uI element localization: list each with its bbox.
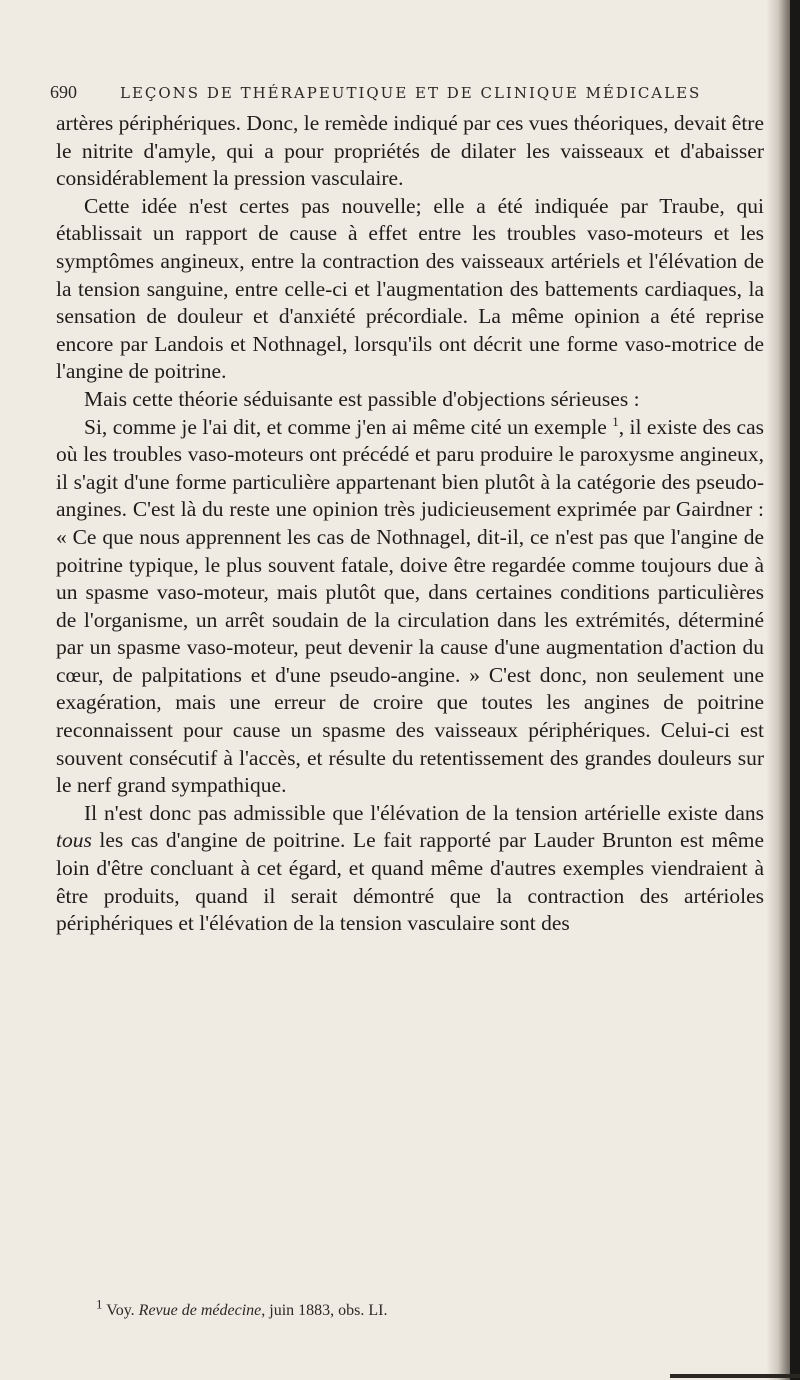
body-text — [56, 110, 764, 938]
footnote — [96, 1296, 388, 1320]
paragraph-5 — [56, 800, 764, 938]
running-title: LEÇONS DE THÉRAPEUTIQUE ET DE CLINIQUE MÉDICALES — [120, 84, 702, 102]
footnote-source: Revue de médecine — [138, 1302, 262, 1319]
paragraph-4-rest: , il existe des cas où les troubles vaso-moteurs ont précédé et paru produire le paroxysme angineux, il s'agit d'une forme particulière appartenant bien plutôt à la catégorie des pseudo-angines. C'est là du reste une opinion très judicieusement exprimée par Gairdner : « Ce que nous apprennent les cas de Nothnagel, dit-il, ce n'est pas que l'angine de poitrine typique, le plus souvent fatale, doive être regardée comme toujours due à un spasme vaso-moteur, mais plutôt que, dans certaines conditions particulières de l'organisme, un arrêt soudain de la circulation dans les extrémités, déterminé par un spasme vaso-moteur, peut devenir la cause d'une augmentation d'action du cœur, de palpitations et d'une pseudo-angine. » C'est donc, non seulement une exagération, mais une erreur de croire que toutes les angines de poitrine reconnaissent pour cause un spasme des vaisseaux périphériques. Celui-ci est souvent consécutif à l'accès, et résulte du retentissement des grandes douleurs sur le nerf grand sympathique. — [56, 414, 764, 798]
footnote-marker: 1 — [96, 1296, 103, 1312]
paragraph-4 — [56, 414, 764, 800]
emphasis-word: tous — [56, 828, 92, 853]
footnote-suffix: , juin 1883, obs. LI. — [261, 1302, 388, 1319]
paragraph-2: Cette idée n'est certes pas nouvelle; elle a été indiquée par Traube, qui établissait un rapport de cause à effet entre les troubles vaso-moteurs et les symptômes angineux, entre la contraction des vaisseaux artériels et l'élévation de la tension sanguine, entre celle-ci et l'augmentation des battements cardiaques, la sensation de douleur et d'anxiété précordiale. La même opinion a été reprise encore par Landois et Nothnagel, lorsqu'ils ont décrit une forme vaso-motrice de l'angine de poitrine. — [56, 193, 764, 384]
binding-edge — [790, 0, 800, 1380]
running-header — [50, 82, 740, 103]
footnote-prefix: Voy. — [106, 1302, 139, 1319]
bottom-edge-mark — [670, 1374, 800, 1378]
paragraph-4-start: Si, comme je l'ai dit, et comme j'en ai même cité un exemple — [84, 414, 613, 439]
paragraph-5-rest: les cas d'angine de poitrine. Le fait rapporté par Lauder Brunton est même loin d'être concluant à cet égard, et quand même d'autres exemples viendraient à être produits, quand il serait démontré que la contraction des artérioles périphériques et l'élévation de la tension vasculaire sont des — [56, 828, 764, 936]
paragraph-5-start: Il n'est donc pas admissible que l'élévation de la tension artérielle existe dans — [84, 800, 764, 825]
paragraph-1: artères périphériques. Donc, le remède indiqué par ces vues théoriques, devait être le nitrite d'amyle, qui a pour propriétés de dilater les vaisseaux et d'abaisser considérablement la pression vasculaire. — [56, 111, 765, 191]
footnote-reference: 1 — [612, 413, 619, 429]
page-number: 690 — [50, 82, 77, 102]
paragraph-3: Mais cette théorie séduisante est passible d'objections sérieuses : — [84, 386, 640, 411]
